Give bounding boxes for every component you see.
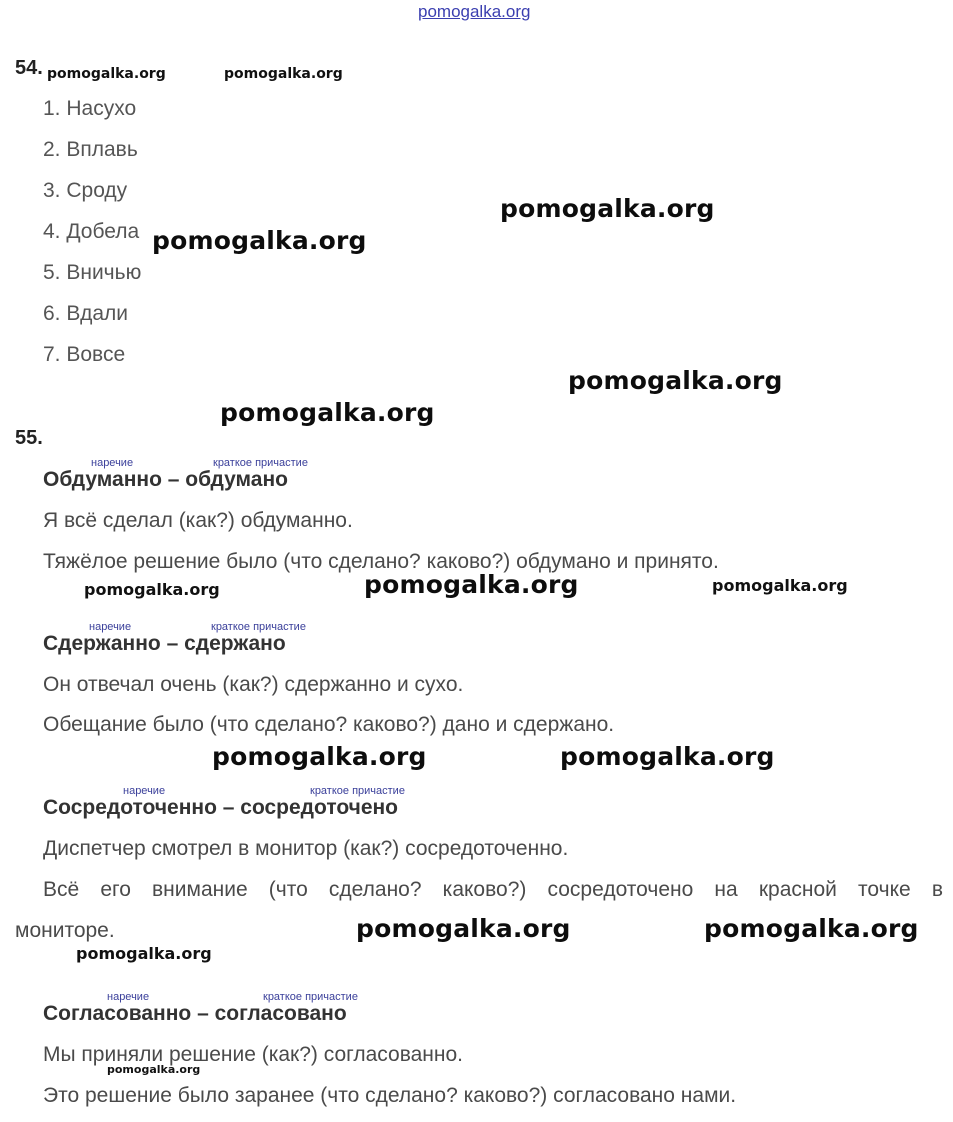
participle-label: краткое причастие (211, 621, 306, 633)
example-sentence: Он отвечал очень (как?) сдержанно и сухо. (43, 673, 464, 696)
list-item: 7. Вовсе (43, 343, 126, 366)
watermark: pomogalka.org (76, 944, 212, 963)
list-item: 6. Вдали (43, 302, 129, 325)
example-sentence: Я всё сделал (как?) обдуманно. (43, 509, 353, 532)
list-item: 2. Вплавь (43, 138, 138, 161)
word-pair-heading: Согласованно – согласовано (43, 1002, 347, 1025)
list-item: 4. Добела (43, 220, 140, 243)
watermark: pomogalka.org (152, 226, 367, 255)
watermark: pomogalka.org (220, 398, 435, 427)
watermark: pomogalka.org (560, 742, 775, 771)
watermark: pomogalka.org (212, 742, 427, 771)
watermark: pomogalka.org (500, 194, 715, 223)
example-sentence: Это решение было заранее (что сделано? каково?) согласовано нами. (43, 1084, 737, 1107)
list-item: 3. Сроду (43, 179, 128, 202)
example-sentence: Всё его внимание (что сделано? каково?) сосредоточено на красной точке в (43, 878, 943, 901)
adverb-label: наречие (89, 621, 132, 633)
adverb-label: наречие (123, 785, 166, 797)
watermark: pomogalka.org (364, 570, 579, 599)
adverb-label: наречие (91, 457, 134, 469)
watermark: pomogalka.org (356, 914, 571, 943)
word-pair-heading: Сдержанно – сдержано (43, 632, 286, 655)
example-sentence: Обещание было (что сделано? каково?) дано и сдержано. (43, 713, 615, 736)
site-watermark-link[interactable]: pomogalka.org (418, 2, 531, 21)
example-sentence: Тяжёлое решение было (что сделано? каково?) обдумано и принято. (43, 550, 719, 573)
participle-label: краткое причастие (213, 457, 308, 469)
task-55-number: 55. (15, 427, 43, 449)
adverb-label: наречие (107, 991, 150, 1003)
watermark: pomogalka.org (568, 366, 783, 395)
word-pair-heading: Сосредоточенно – сосредоточено (43, 796, 399, 819)
example-sentence: Диспетчер смотрел в монитор (как?) сосредоточенно. (43, 837, 569, 860)
list-item: 5. Вничью (43, 261, 142, 284)
watermark: pomogalka.org (84, 580, 220, 599)
watermark: pomogalka.org (224, 66, 343, 82)
word-pair-heading: Обдуманно – обдумано (43, 468, 288, 491)
watermark: pomogalka.org (107, 1063, 201, 1076)
watermark: pomogalka.org (712, 576, 848, 595)
example-sentence-continuation: мониторе. (15, 919, 115, 942)
watermark: pomogalka.org (704, 914, 919, 943)
watermark: pomogalka.org (47, 66, 166, 82)
example-sentence: Мы приняли решение (как?) согласованно. (43, 1043, 463, 1066)
participle-label: краткое причастие (310, 785, 405, 797)
task-54-number: 54. (15, 57, 43, 79)
participle-label: краткое причастие (263, 991, 358, 1003)
list-item: 1. Насухо (43, 97, 137, 120)
